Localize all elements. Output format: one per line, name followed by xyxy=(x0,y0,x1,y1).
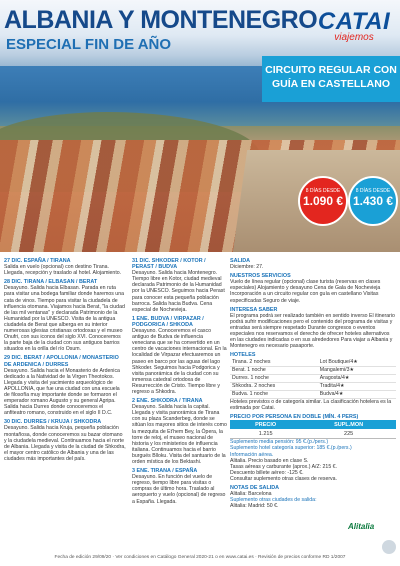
notes-heading: NOTAS DE SALIDA xyxy=(230,485,280,491)
logo-tagline: viajemos xyxy=(334,32,374,43)
day-heading: 27 DIC. ESPAÑA / TIRANA xyxy=(4,258,71,264)
hotels-heading: HOTELES xyxy=(230,352,256,359)
page-subtitle: ESPECIAL FIN DE AÑO xyxy=(6,36,172,53)
info-column xyxy=(230,255,396,509)
day-text: Desayuno. Salida hacia Kruja, pequeña población montañosa, donde conoceremos su bazar otomano y la ciudadela medieval. Continuamos hacia el norte de Albania. Llegada y visita de la ciudad de Shkodra, el mayor centro católico de Albania y una de las ciudades más importantes del país. xyxy=(4,425,126,462)
badge-icon xyxy=(382,540,396,554)
itinerary-day xyxy=(132,468,228,505)
supplement-value: 225 xyxy=(301,429,396,439)
day-heading: 3 ENE. TIRANA / ESPAÑA xyxy=(132,468,198,475)
price-badge-label: 8 DÍAS DESDE xyxy=(305,188,341,194)
table-header-row xyxy=(230,420,396,429)
price-badge-label: 8 DÍAS DESDE xyxy=(355,188,391,194)
day-heading: 1 ENE. BUDVA / VIRPAZAR / PODGORICA / SHKODA xyxy=(132,315,204,328)
day-heading: 29 DIC. BERAT / APOLLONIA / MONASTERIO DE ARDENICA / DURRES xyxy=(4,355,119,368)
day-heading: 2 ENE. SHKODRA / TIRANA xyxy=(132,398,203,405)
day-text: Salida en vuelo (opcional) con destino Tirana. Llegada, recepción y traslado al hotel. Alojamiento. xyxy=(4,264,122,277)
day-heading: 31 DIC. SHKODER / KOTOR / PERAST / BUDVA xyxy=(132,258,206,271)
table-row xyxy=(230,390,396,398)
supplement-line: Descuento billete aéreo: -125 €. xyxy=(230,469,304,476)
itinerary-day xyxy=(132,398,228,465)
hotel-city: Tirana. 2 noches xyxy=(230,358,318,366)
hotel-city: Durres. 1 noche xyxy=(230,374,318,382)
departure-text: Diciembre: 27. xyxy=(230,264,264,271)
tour-type-banner: CIRCUITO REGULAR CON GUÍA EN CASTELLANO xyxy=(262,56,400,102)
hotel-name: Tradita/4★ xyxy=(318,382,396,390)
hotels-table xyxy=(230,358,396,398)
table-row xyxy=(230,382,396,390)
itinerary-column-1 xyxy=(4,255,126,462)
hotel-name: Aragosta/4★ xyxy=(318,374,396,382)
departure-heading: SALIDA xyxy=(230,258,251,264)
day-text: Desayuno. Salida hacia Montenegro. Tiempo libre en Kotor, ciudad medieval declarada Patrimonio de la Humanidad por la UNESCO. Seguimos hacia Perast para conocer esta pequeña población barroca. Salida hacia Budva. Cena especial de Nochevieja. xyxy=(132,270,225,313)
price-column-header: PRECIO xyxy=(230,420,301,429)
day-text: Desayuno. Salida hacia el Monasterio de Ardenica dedicado a la Natividad de la Virgen Theotokos. Llegada y visita del yacimiento arqueológico de APOLLONIA, que fue una ciudad con una escuela de filosofía muy importante donde se formaron el emperador romano Augusto y su general Agripa. Salida hacia Durres donde conoceremos el anfiteatro romano, construido en el siglo II D.C. xyxy=(4,367,120,417)
hotel-city: Budva. 1 noche xyxy=(230,390,318,398)
day-heading: 30 DIC. DURRES / KRUJA / SHKODRA xyxy=(4,419,102,426)
supplement-line: Información aérea. xyxy=(230,451,274,458)
supplement-line: Suplemento media pensión: 95 €.(p./pers.) xyxy=(230,439,329,446)
hotel-name: Mangalemi/3★ xyxy=(318,366,396,374)
table-row xyxy=(230,366,396,374)
price-value: 1.215 xyxy=(230,429,301,439)
notes-line: Suplemento otras ciudades de salida: xyxy=(230,497,317,504)
itinerary-column-2 xyxy=(132,255,228,505)
logo-wordmark: CATAI xyxy=(317,8,391,35)
day-text: Desayuno. Conoceremos el casco antiguo de Budva de influencia veneciana que se ha convertido en un centro de vacaciones internacional. En la localidad de Virpazar efectuaremos un paseo en barco por las aguas del lago Shkoder. Seguimos hacia Podgorica y visita panorámica de la ciudad con su inmensa catedral ortodoxa de Resurrección de Cristo. Tiempo libre y regreso a Shkodra. xyxy=(132,328,227,395)
day-text: Desayuno. Salida hacia Elbasan. Parada en ruta para visitar una bodega familiar donde haremos una cata de vinos. Tiempo para visitar la ciudadela de influencia otomana. Viajamos hacia Berat, "la ciudad de las mil ventanas" y declarada Patrimonio de la Humanidad por la UNESCO. Visita de la antigua ciudadela de Berat que alberga en su interior numerosas iglesias cristianas ortodoxas y el museo Onufri, con sus iconos del siglo XVI. Conoceremos la parte baja de la ciudad con sus antiguos barrios situados en la orilla del río Osum. xyxy=(4,285,125,353)
table-row xyxy=(230,358,396,366)
supplement-line: Consultar suplemento otras clases de reserva. xyxy=(230,475,337,482)
itinerary-day xyxy=(4,279,126,352)
day-text: Desayuno. En función del vuelo de regreso, tiempo libre para visitas o compras de último hora. Traslado al aeropuerto y vuelo (opcional) de regreso a España. Llegada. xyxy=(132,474,226,505)
supplement-line: Suplemento hotel categoría superior: 185 €.(p./pers.) xyxy=(230,445,352,452)
table-row xyxy=(230,429,396,439)
price-badge-1 xyxy=(298,176,348,226)
supplement-column-header: SUPL.MON xyxy=(301,420,396,429)
itinerary-day xyxy=(4,258,126,276)
hotel-city: Berat. 1 noche xyxy=(230,366,318,374)
day-text: Desayuno. Salida hacia la capital. Llegada y visita panorámica de Tirana con su plaza Scanderbeg, donde se sitúan los mayores sitios de interés como la mezquita de Et'hem Bey, la Ópera, la torre de reloj, el museo nacional de historia y los ministerios de influencia italiana. Continuamos hacia el barrio burgués Blloku. Visita del santuario de la orden mística de los Bektashi. xyxy=(132,404,227,465)
day-heading: 28 DIC. TIRANA / ELBASAN / BERAT xyxy=(4,279,98,286)
hotels-note: Hoteles previstos o de categoría similar. La clasificación hotelera es la estimada por Catai. xyxy=(230,398,392,411)
footer-text: Fecha de edición 29/09/20 · Ver condiciones en Catálogo General 2020-21 o en www.catai.es · Revisión de precios conforme RD 1/2007 xyxy=(54,555,346,560)
notes-line: Alitalia: Madrid: 50 €. xyxy=(230,503,279,510)
table-row xyxy=(230,374,396,382)
itinerary-day xyxy=(132,316,228,395)
price-badge-2 xyxy=(348,176,398,226)
itinerary-day xyxy=(4,419,126,462)
itinerary-day xyxy=(4,355,126,416)
info-text: El programa podrá ser realizado también en sentido inverso El itinerario podrá sufrir modificaciones pero el contenido del programa de visitas y entradas será siempre respetado Durante congresos o eventos especiales nos reservamos el derecho de ofrecer hoteles alternativos en las ciudades indicadas o en sus alrededores Para viajar a Albania y Montenegro es necesario pasaporte. xyxy=(230,312,395,350)
services-text: Vuelo de línea regular (opcional) clase turista (reservas en clases especiales) Alojamiento y desayuno Cena de Gala de Nochevieja Incorporación a un circuito regular con guía en castellano Visitas especificadas Seguro de viaje. xyxy=(230,279,381,304)
brand-logo[interactable] xyxy=(314,8,394,48)
hotel-name: Budva/4★ xyxy=(318,390,396,398)
price-heading: PRECIO POR PERSONA EN DOBLE (MÍN. 4 PERS) xyxy=(230,414,359,421)
page-title: ALBANIA Y MONTENEGRO xyxy=(4,6,318,34)
info-heading: INTERESA SABER xyxy=(230,306,278,313)
hotel-city: Shkodra. 2 noches xyxy=(230,382,318,390)
supplement-line: Alitalia. Precio basado en clase S. xyxy=(230,457,309,464)
notes-line: Alitalia: Barcelona xyxy=(230,491,272,498)
price-badge-value: 1.430 € xyxy=(352,194,394,208)
airline-logo: Alitalia xyxy=(348,522,375,531)
services-heading: NUESTROS SERVICIOS xyxy=(230,273,291,280)
itinerary-day xyxy=(132,258,228,313)
price-table xyxy=(230,420,396,439)
price-badge-value: 1.090 € xyxy=(302,194,344,208)
hotel-name: Lot Boutique/4★ xyxy=(318,358,396,366)
supplement-line: Tasas aéreas y carburante (aprox.) A/Z: 215 €. xyxy=(230,463,337,470)
